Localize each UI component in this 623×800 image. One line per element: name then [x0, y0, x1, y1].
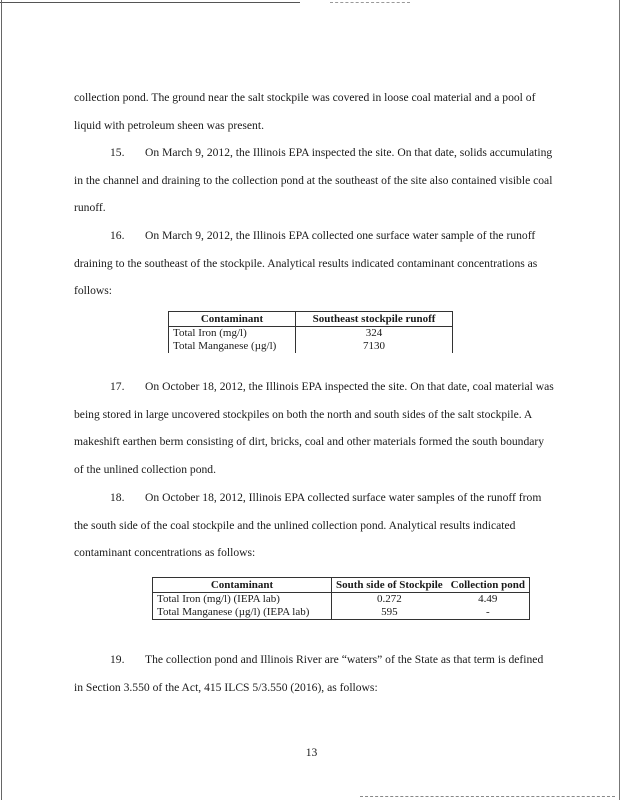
- paragraph-17: [74, 373, 554, 483]
- table-row: [169, 327, 453, 341]
- table-header-cell: Contaminant: [153, 578, 332, 593]
- paragraph-18: [74, 484, 554, 567]
- scan-edge-top-dashed: [330, 2, 410, 3]
- paragraph-15: [74, 139, 554, 222]
- table-cell: Total Iron (mg/l) (IEPA lab): [153, 593, 332, 607]
- contaminant-table-october: [152, 577, 530, 620]
- table-cell: 595: [332, 606, 447, 620]
- scan-edge-bottom: [360, 796, 615, 797]
- table-header-cell: Collection pond: [447, 578, 530, 593]
- scan-edge-left: [1, 0, 2, 800]
- table-row: [169, 340, 453, 353]
- paragraph-16: [74, 222, 554, 305]
- page-number: 13: [305, 746, 318, 759]
- table-row: [153, 593, 530, 607]
- paragraph-number: 15.: [110, 146, 125, 159]
- scan-edge-right: [619, 0, 620, 800]
- paragraph-text: On October 18, 2012, Illinois EPA collected surface water samples of the runoff from the south side of the coal stockpile and the unlined collection pond. Analytical results indicated contaminant concentrations as follows:: [74, 491, 542, 559]
- paragraph-number: 16.: [110, 229, 125, 242]
- table-row: [153, 606, 530, 620]
- table-cell: Total Iron (mg/l): [169, 327, 296, 341]
- table-cell: 4.49: [447, 593, 530, 607]
- table-header-cell: Contaminant: [169, 312, 296, 327]
- paragraph-14-continued: collection pond. The ground near the salt stockpile was covered in loose coal material and a pool of liquid with petroleum sheen was present.: [74, 91, 536, 132]
- paragraph-text: On March 9, 2012, the Illinois EPA inspected the site. On that date, solids accumulating in the channel and draining to the collection pond at the southeast of the site also contained visible coal runoff.: [74, 146, 553, 214]
- table-header-cell: Southeast stockpile runoff: [296, 312, 453, 327]
- paragraph-text: On March 9, 2012, the Illinois EPA collected one surface water sample of the runoff draining to the southeast of the stockpile. Analytical results indicated contaminant concentrations as follows:: [74, 229, 538, 297]
- paragraph-number: 18.: [110, 491, 125, 504]
- table-cell: 7130: [296, 340, 453, 353]
- contaminant-table-march: [168, 311, 453, 353]
- table-header-cell: South side of Stockpile: [332, 578, 447, 593]
- table-cell: Total Manganese (µg/l) (IEPA lab): [153, 606, 332, 620]
- table-cell: 324: [296, 327, 453, 341]
- table-cell: 0.272: [376, 593, 402, 605]
- paragraph-text: The collection pond and Illinois River are “waters” of the State as that term is defined in Section 3.550 of the Act, 415 ILCS 5/3.550 (2016), as follows:: [74, 653, 544, 694]
- paragraph-number: 19.: [110, 653, 125, 666]
- paragraph-text: On October 18, 2012, the Illinois EPA inspected the site. On that date, coal material was being stored in large uncovered stockpiles on both the north and south sides of the salt stockpile. A makeshift earthen berm consisting of dirt, bricks, coal and other materials formed the south boundary of the unlined collection pond.: [74, 380, 554, 476]
- scan-edge-top: [0, 2, 300, 3]
- table-header-row: [169, 312, 453, 327]
- table-cell: -: [447, 606, 530, 620]
- table-cell: Total Manganese (µg/l): [169, 340, 296, 353]
- paragraph-number: 17.: [110, 380, 125, 393]
- table-header-row: [153, 578, 530, 593]
- paragraph-19: [74, 646, 554, 701]
